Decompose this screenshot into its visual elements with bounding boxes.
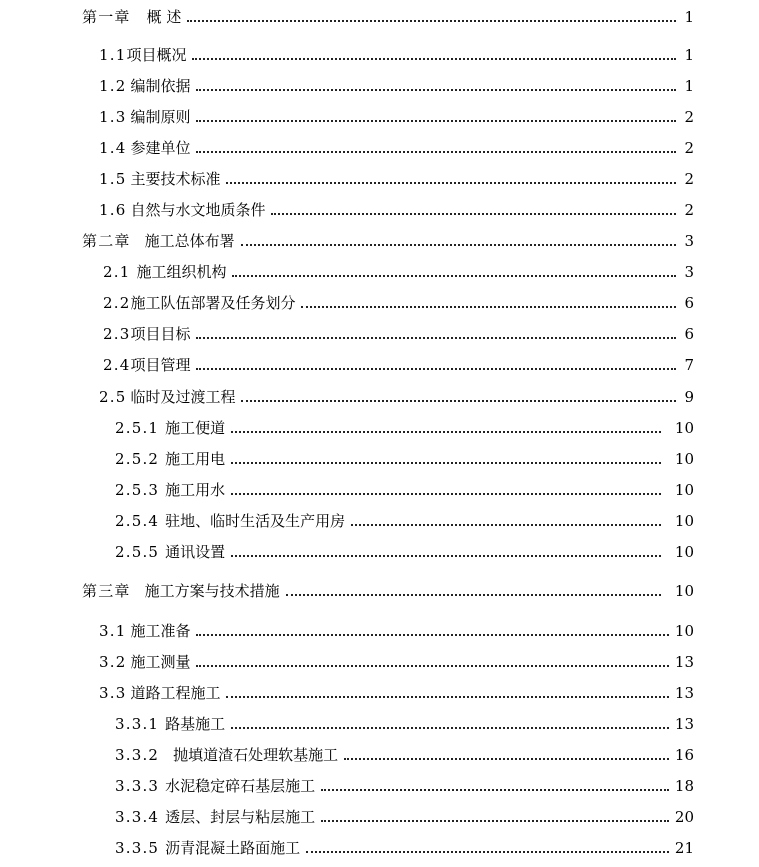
toc-entry-3-3[interactable] (99, 680, 694, 702)
toc-title: 施工组织机构 (136, 263, 227, 281)
toc-number: 第一章 (82, 8, 131, 26)
toc-title: 编制依据 (130, 77, 191, 95)
toc-page-number: 10 (674, 419, 694, 437)
toc-number: 3.3.5 (115, 839, 160, 857)
toc-entry-2-5-1[interactable] (115, 415, 694, 437)
dot-leader (192, 56, 676, 60)
toc-number: 1.2 (99, 77, 127, 95)
toc-number: 2.5.1 (115, 419, 160, 437)
toc-title: 项目概况 (126, 46, 187, 64)
dot-leader (196, 87, 676, 91)
toc-title: 通讯设置 (165, 543, 226, 561)
toc-page-number: 6 (684, 325, 694, 343)
toc-page-number: 10 (674, 450, 694, 468)
dot-leader (196, 335, 676, 339)
dot-leader (196, 366, 676, 370)
toc-title: 施工总体布署 (144, 232, 235, 250)
toc-number: 2.2 (103, 294, 131, 312)
toc-entry-1-3[interactable] (99, 104, 694, 126)
toc-title: 项目管理 (130, 356, 191, 374)
toc-page-number: 10 (674, 481, 694, 499)
toc-page-number: 13 (674, 715, 694, 733)
toc-number: 1.1 (99, 46, 127, 64)
toc-title: 临时及过渡工程 (130, 388, 236, 406)
toc-page-number: 3 (684, 232, 694, 250)
toc-number: 2.1 (103, 263, 131, 281)
dot-leader (231, 460, 661, 464)
toc-entry-2-5-2[interactable] (115, 446, 694, 468)
toc-number: 3.3.1 (115, 715, 160, 733)
toc-entry-2-2[interactable] (103, 290, 694, 312)
toc-page-number: 13 (674, 684, 694, 702)
toc-title: 水泥稳定碎石基层施工 (165, 777, 316, 795)
dot-leader (196, 632, 668, 636)
toc-number: 2.5.5 (115, 543, 160, 561)
toc-page-number: 7 (684, 356, 694, 374)
toc-page-number: 20 (674, 808, 694, 826)
toc-title: 施工测量 (130, 653, 191, 671)
toc-page-number: 13 (674, 653, 694, 671)
toc-title: 施工用电 (165, 450, 226, 468)
toc-number: 3.3 (99, 684, 127, 702)
dot-leader (232, 273, 676, 277)
toc-entry-3-3-2[interactable] (115, 742, 694, 764)
dot-leader (226, 694, 668, 698)
toc-number: 1.3 (99, 108, 127, 126)
toc-page-number: 10 (674, 543, 694, 561)
dot-leader (321, 818, 669, 822)
toc-entry-3-3-3[interactable] (115, 773, 694, 795)
toc-title: 驻地、临时生活及生产用房 (165, 512, 346, 530)
dot-leader (231, 725, 669, 729)
dot-leader (196, 663, 668, 667)
toc-title: 沥青混凝土路面施工 (165, 839, 301, 857)
dot-leader (231, 491, 661, 495)
dot-leader (187, 18, 676, 22)
dot-leader (241, 242, 676, 246)
toc-title: 施工用水 (165, 481, 226, 499)
toc-page-number: 10 (674, 512, 694, 530)
toc-title: 项目目标 (130, 325, 191, 343)
dot-leader (196, 118, 676, 122)
dot-leader (231, 429, 661, 433)
toc-entry-2-3[interactable] (103, 321, 694, 343)
toc-page-number: 6 (684, 294, 694, 312)
toc-number: 3.1 (99, 622, 127, 640)
toc-number: 1.6 (99, 201, 127, 219)
toc-title: 自然与水文地质条件 (130, 201, 266, 219)
toc-page-number: 2 (684, 139, 694, 157)
toc-entry-2-5-3[interactable] (115, 477, 694, 499)
toc-title: 施工方案与技术措施 (144, 582, 280, 600)
toc-entry-2-1[interactable] (103, 259, 694, 281)
toc-page-number: 1 (684, 8, 694, 26)
toc-page-number: 2 (684, 201, 694, 219)
toc-number: 2.3 (103, 325, 131, 343)
toc-number: 2.5.2 (115, 450, 160, 468)
toc-page-number: 10 (674, 582, 694, 600)
dot-leader (351, 522, 661, 526)
toc-number: 第二章 (82, 232, 131, 250)
toc-page-number: 2 (684, 108, 694, 126)
toc-entry-chapter-3[interactable] (82, 578, 694, 600)
toc-page-number: 18 (674, 777, 694, 795)
toc-entry-3-2[interactable] (99, 649, 694, 671)
toc-title: 路基施工 (165, 715, 226, 733)
toc-number: 2.4 (103, 356, 131, 374)
toc-page-number: 21 (674, 839, 694, 857)
toc-title: 抛填道渣石处理软基施工 (173, 746, 339, 764)
toc-page-number: 1 (684, 46, 694, 64)
toc-title: 施工准备 (130, 622, 191, 640)
toc-number: 3.3.4 (115, 808, 160, 826)
dot-leader (301, 304, 676, 308)
toc-entry-2-4[interactable] (103, 352, 694, 374)
toc-entry-3-1[interactable] (99, 618, 694, 640)
dot-leader (196, 149, 676, 153)
toc-entry-2-5-4[interactable] (115, 508, 694, 530)
toc-number: 1.4 (99, 139, 127, 157)
dot-leader (231, 553, 661, 557)
toc-entry-1-1[interactable] (99, 42, 694, 64)
toc-number: 3.2 (99, 653, 127, 671)
dot-leader (226, 180, 676, 184)
toc-entry-1-5[interactable] (99, 166, 694, 188)
toc-entry-1-2[interactable] (99, 73, 694, 95)
toc-number: 3.3.2 (115, 746, 160, 764)
toc-entry-3-3-4[interactable] (115, 804, 694, 826)
toc-title: 道路工程施工 (130, 684, 221, 702)
toc-title: 参建单位 (130, 139, 191, 157)
toc-title: 主要技术标准 (130, 170, 221, 188)
toc-title: 透层、封层与粘层施工 (165, 808, 316, 826)
toc-entry-1-6[interactable] (99, 197, 694, 219)
toc-number: 2.5.4 (115, 512, 160, 530)
toc-page-number: 10 (674, 622, 694, 640)
toc-number: 1.5 (99, 170, 127, 188)
dot-leader (321, 787, 669, 791)
dot-leader (286, 592, 661, 596)
toc-entry-1-4[interactable] (99, 135, 694, 157)
toc-page-number: 3 (684, 263, 694, 281)
dot-leader (271, 211, 676, 215)
dot-leader (241, 398, 676, 402)
toc-entry-2-5-5[interactable] (115, 539, 694, 561)
toc-entry-3-3-5[interactable] (115, 835, 694, 857)
toc-page-number: 16 (674, 746, 694, 764)
toc-number: 第三章 (82, 582, 131, 600)
toc-entry-2-5[interactable] (99, 384, 694, 406)
toc-title: 施工队伍部署及任务划分 (130, 294, 296, 312)
toc-number: 2.5 (99, 388, 127, 406)
toc-title: 编制原则 (130, 108, 191, 126)
toc-title: 施工便道 (165, 419, 226, 437)
toc-title: 概 述 (146, 8, 182, 26)
toc-page-number: 1 (684, 77, 694, 95)
toc-entry-3-3-1[interactable] (115, 711, 694, 733)
dot-leader (306, 849, 669, 853)
toc-entry-chapter-1[interactable] (82, 4, 694, 26)
toc-number: 2.5.3 (115, 481, 160, 499)
toc-page-number: 2 (684, 170, 694, 188)
toc-number: 3.3.3 (115, 777, 160, 795)
dot-leader (344, 756, 669, 760)
toc-page-number: 9 (684, 388, 694, 406)
toc-entry-chapter-2[interactable] (82, 228, 694, 250)
